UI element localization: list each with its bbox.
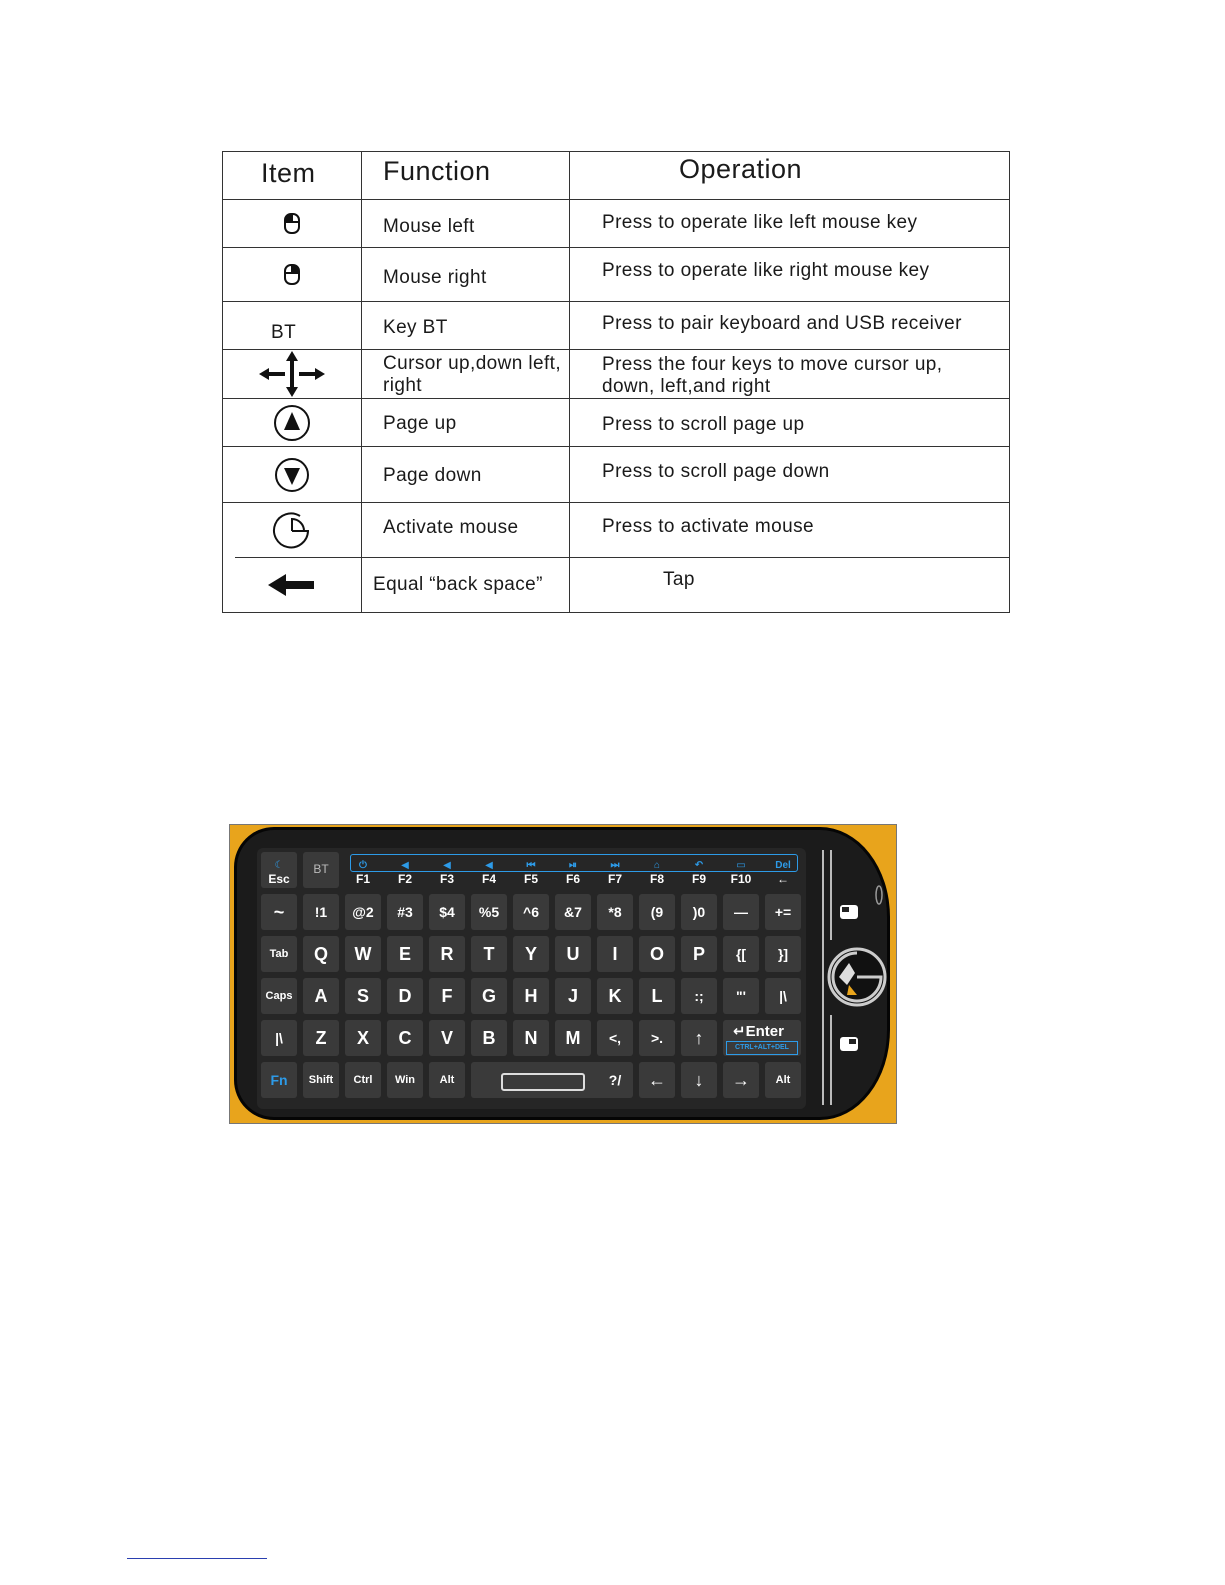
key-k: K	[597, 978, 633, 1014]
key-y: Y	[513, 936, 549, 972]
table-row	[223, 399, 361, 447]
activate-mouse-icon	[272, 511, 312, 551]
key-right-bracket: }]	[765, 936, 801, 972]
key-i: I	[597, 936, 633, 972]
space-bar-outline	[501, 1073, 585, 1091]
function-label: Key BT	[383, 317, 448, 338]
table-row	[223, 200, 361, 247]
volume-down-icon: ◀	[401, 860, 409, 871]
key-quote: "'	[723, 978, 759, 1014]
header-function: Function	[383, 156, 491, 186]
function-label: Equal “back space”	[373, 574, 543, 595]
key-backslash: |\	[765, 978, 801, 1014]
key-right-arrow: →	[723, 1062, 759, 1098]
key-r: R	[429, 936, 465, 972]
key-t: T	[471, 936, 507, 972]
key-c: C	[387, 1020, 423, 1056]
key-l: L	[639, 978, 675, 1014]
key-left-bracket: {[	[723, 936, 759, 972]
home-icon: ⌂	[653, 860, 661, 871]
play-pause-icon: ⏯	[569, 860, 577, 871]
volume-up-icon: ◀	[443, 860, 451, 871]
column-divider	[361, 152, 362, 612]
key-f5: ⏮ F5	[523, 860, 538, 886]
backspace-arrow-icon: ←	[777, 872, 789, 886]
key-f2: ◀ F2	[397, 860, 412, 886]
mouse-left-icon	[840, 905, 858, 919]
back-arrow-icon	[268, 574, 316, 596]
key-shift: Shift	[303, 1062, 339, 1098]
key-j: J	[555, 978, 591, 1014]
page-down-icon	[274, 457, 310, 493]
key-o: O	[639, 936, 675, 972]
header-item: Item	[261, 158, 316, 188]
key-9: (9	[639, 894, 675, 930]
operation-label: Press to pair keyboard and USB receiver	[602, 313, 962, 334]
key-2: @2	[345, 894, 381, 930]
key-esc: ☾ Esc	[261, 852, 297, 888]
power-icon: ⏻	[359, 860, 367, 871]
table-row	[223, 447, 361, 503]
key-enter	[723, 1020, 801, 1056]
key-alt-left: Alt	[429, 1062, 465, 1098]
key-down-arrow: ↓	[681, 1062, 717, 1098]
function-label: Mouse left	[383, 216, 475, 237]
enter-label: ↵Enter	[733, 1023, 784, 1040]
key-f: F	[429, 978, 465, 1014]
key-e: E	[387, 936, 423, 972]
four-way-arrow-icon	[259, 351, 325, 397]
key-tab: Tab	[261, 936, 297, 972]
key-equals: +=	[765, 894, 801, 930]
key-tilde: ~	[261, 894, 297, 930]
function-label: Cursor up,down left, right	[383, 353, 562, 396]
header-operation: Operation	[679, 154, 803, 184]
key-u: U	[555, 936, 591, 972]
key-p: P	[681, 936, 717, 972]
key-b: B	[471, 1020, 507, 1056]
key-0: )0	[681, 894, 717, 930]
enter-arrow-icon: ↵	[733, 1023, 746, 1040]
key-v: V	[429, 1020, 465, 1056]
key-f3: ◀ F3	[439, 860, 454, 886]
key-1: !1	[303, 894, 339, 930]
key-f8: ⌂ F8	[649, 860, 664, 886]
key-pipe: |\	[261, 1020, 297, 1056]
bt-label: BT	[271, 322, 297, 343]
operation-label: Press to operate like left mouse key	[602, 212, 918, 233]
key-h: H	[513, 978, 549, 1014]
key-slash: ?/	[597, 1062, 633, 1098]
key-m: M	[555, 1020, 591, 1056]
function-label: Page down	[383, 465, 482, 486]
function-label: Page up	[383, 413, 457, 434]
operation-label: Press to scroll page up	[602, 414, 805, 435]
key-x: X	[345, 1020, 381, 1056]
key-z: Z	[303, 1020, 339, 1056]
mouse-control-panel	[817, 845, 887, 1110]
key-7: &7	[555, 894, 591, 930]
key-period: >.	[639, 1020, 675, 1056]
key-n: N	[513, 1020, 549, 1056]
key-5: %5	[471, 894, 507, 930]
key-comma: <,	[597, 1020, 633, 1056]
enter-sub-label: CTRL+ALT+DEL	[726, 1041, 798, 1055]
next-track-icon: ⏭	[610, 860, 620, 871]
key-bt: BT	[303, 852, 339, 888]
keyboard-illustration	[229, 824, 897, 1124]
key-q: Q	[303, 936, 339, 972]
previous-track-icon: ⏮	[526, 860, 536, 871]
key-semicolon: :;	[681, 978, 717, 1014]
key-caps: Caps	[261, 978, 297, 1014]
key-ctrl: Ctrl	[345, 1062, 381, 1098]
key-f10: ▭ F10	[730, 860, 752, 886]
key-del: Del ←	[775, 860, 791, 886]
table-row	[223, 503, 361, 558]
key-win: Win	[387, 1062, 423, 1098]
key-d: D	[387, 978, 423, 1014]
row-divider	[223, 301, 1009, 302]
footer-rule	[127, 1558, 267, 1559]
mouse-left-icon	[282, 212, 302, 236]
key-fn: Fn	[261, 1062, 297, 1098]
operation-label: Press the four keys to move cursor up, down, left,and right	[602, 354, 943, 397]
table-row	[223, 558, 361, 612]
key-g: G	[471, 978, 507, 1014]
table-row	[223, 350, 361, 398]
key-up-arrow: ↑	[681, 1020, 717, 1056]
operation-label: Press to scroll page down	[602, 461, 830, 482]
key-left-arrow: ←	[639, 1062, 675, 1098]
key-f6: ⏯ F6	[565, 860, 580, 886]
mouse-right-icon	[282, 263, 302, 287]
touch-pad-icon	[829, 949, 885, 1005]
mute-icon: ◀	[485, 860, 493, 871]
key-f9: ↶ F9	[691, 860, 706, 886]
key-8: *8	[597, 894, 633, 930]
function-table	[222, 151, 1010, 613]
key-4: $4	[429, 894, 465, 930]
operation-label: Tap	[663, 569, 695, 590]
mouse-right-icon	[840, 1037, 858, 1051]
function-label: Activate mouse	[383, 517, 519, 538]
page-up-icon	[273, 404, 311, 442]
key-s: S	[345, 978, 381, 1014]
key-f7: ⏭ F7	[607, 860, 622, 886]
key-area	[257, 848, 806, 1109]
key-space	[471, 1062, 611, 1098]
key-w: W	[345, 936, 381, 972]
key-f1: ⏻ F1	[355, 860, 370, 886]
operation-label: Press to activate mouse	[602, 516, 814, 537]
sleep-icon: ☾	[274, 860, 284, 871]
key-a: A	[303, 978, 339, 1014]
table-row	[223, 248, 361, 301]
key-f4: ◀ F4	[481, 860, 496, 886]
column-divider	[569, 152, 570, 612]
key-minus: —	[723, 894, 759, 930]
key-3: #3	[387, 894, 423, 930]
operation-label: Press to operate like right mouse key	[602, 260, 930, 281]
key-6: ^6	[513, 894, 549, 930]
key-alt-right: Alt	[765, 1062, 801, 1098]
back-icon: ↶	[694, 860, 704, 871]
keyboard-body	[234, 827, 890, 1120]
print-screen-icon: ▭	[736, 860, 746, 871]
function-label: Mouse right	[383, 267, 487, 288]
